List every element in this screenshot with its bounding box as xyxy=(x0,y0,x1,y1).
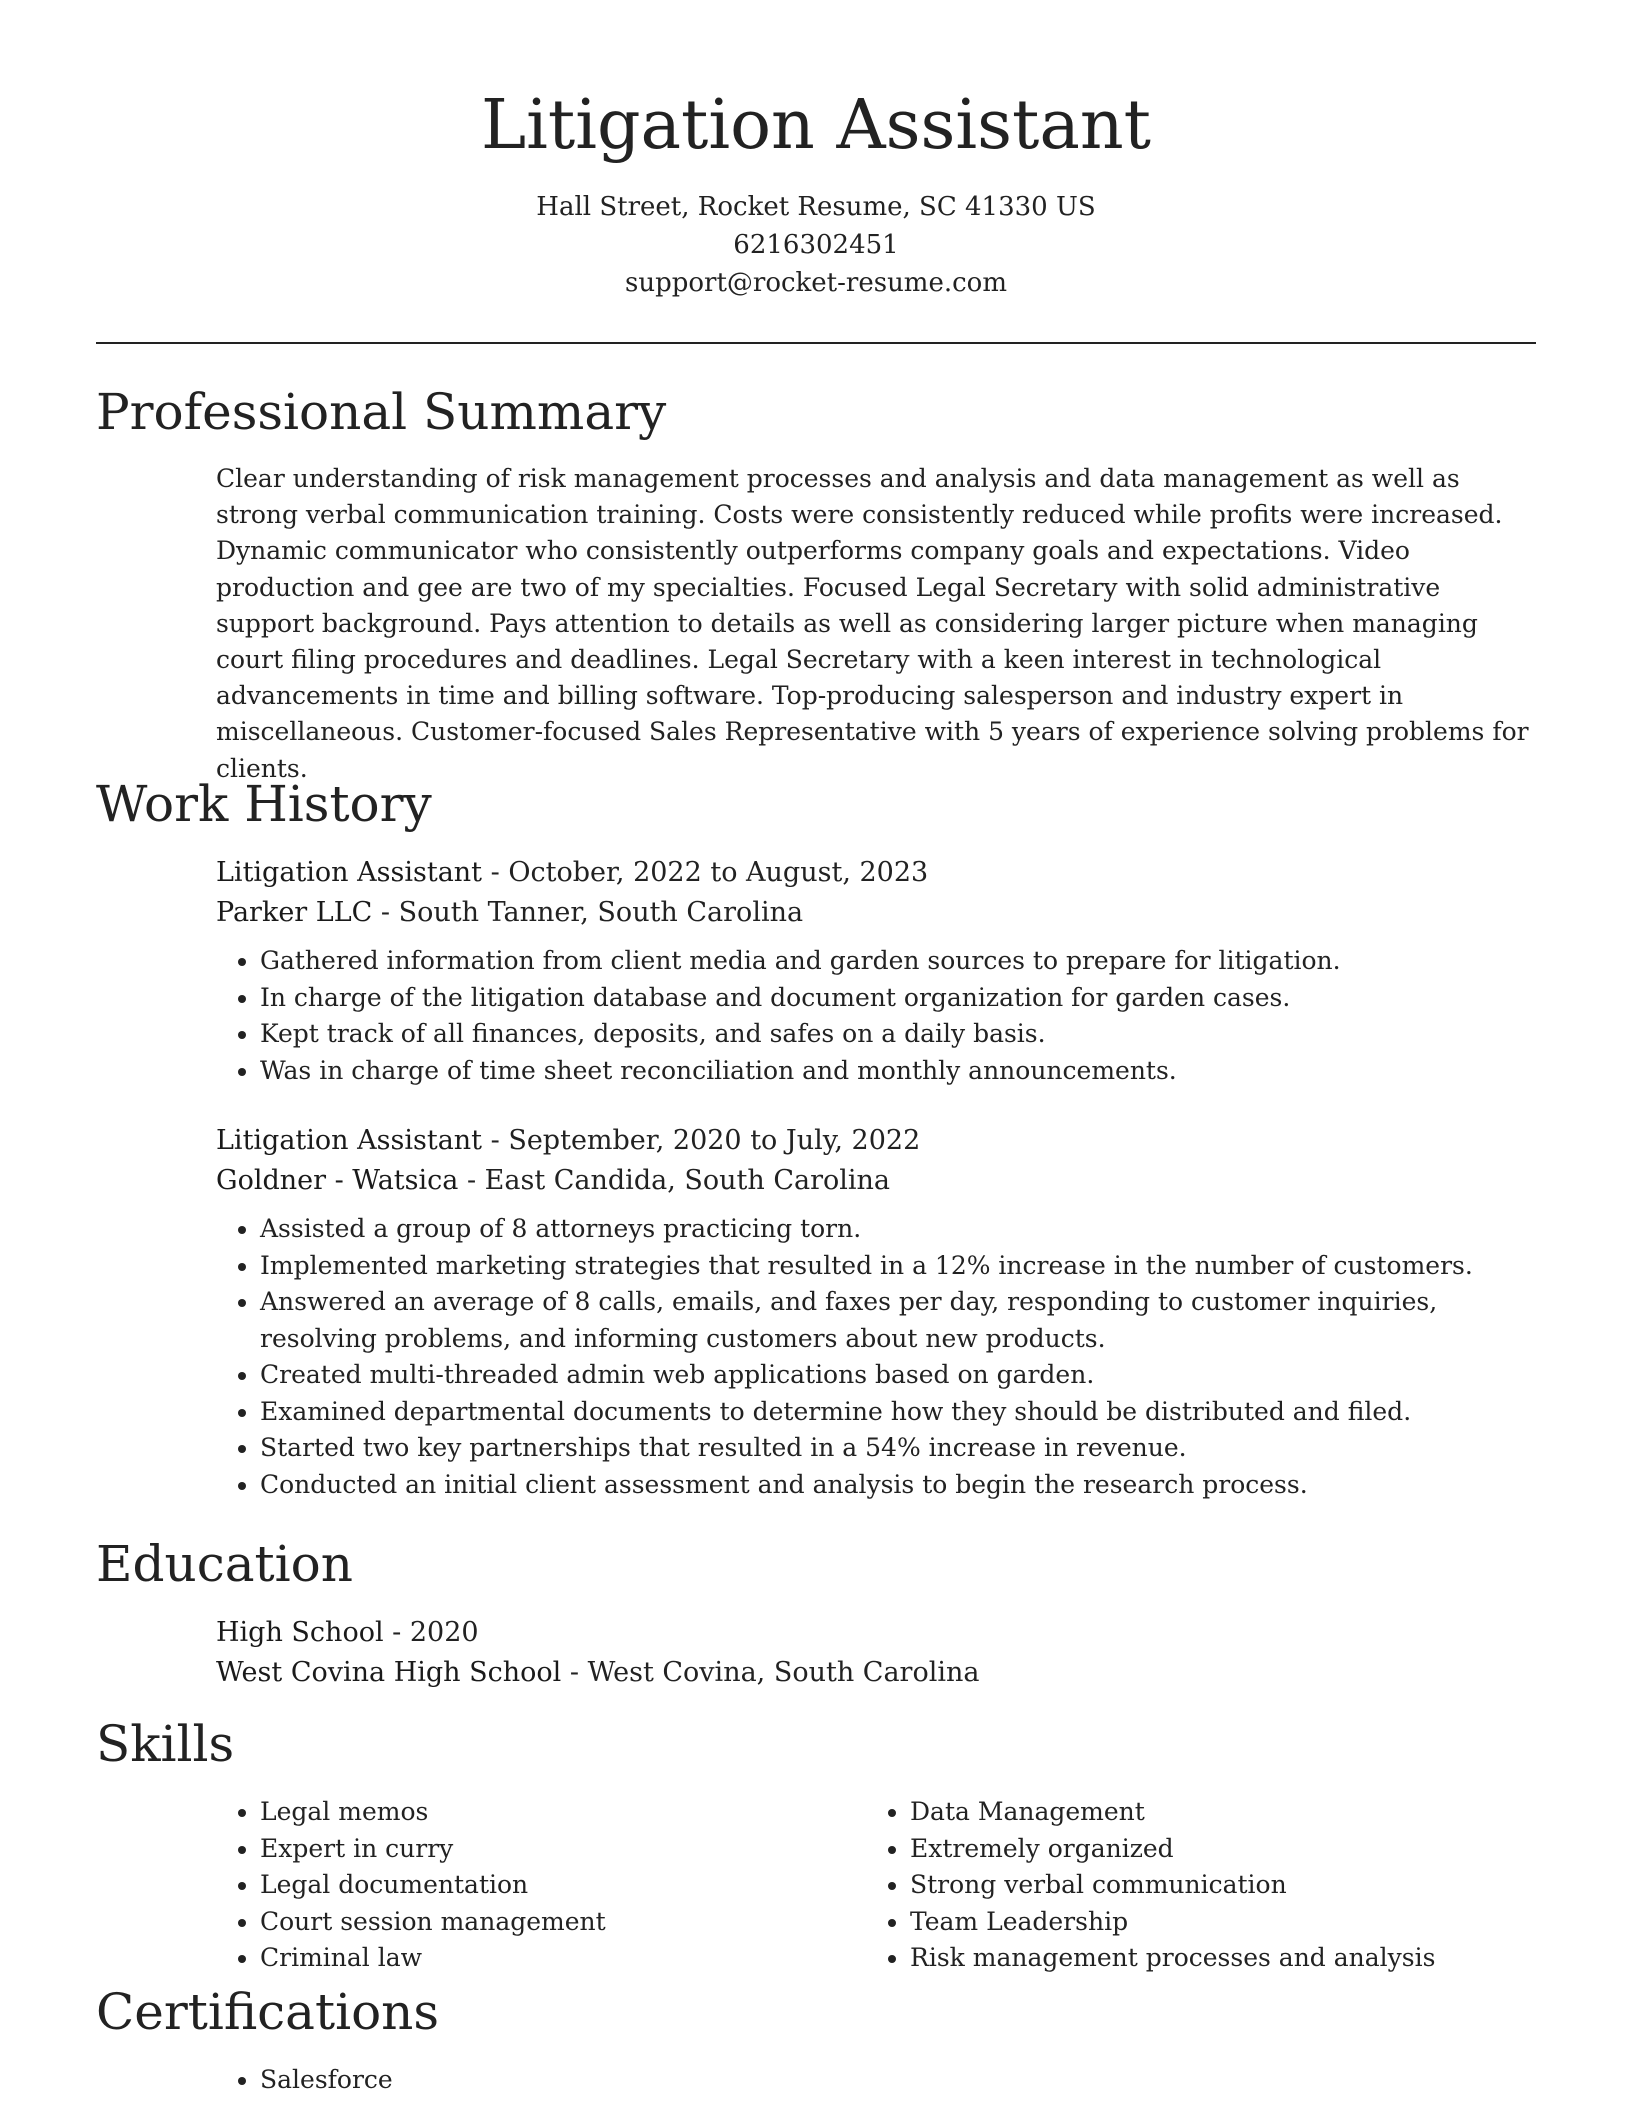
job-location: - East Candida, South Carolina xyxy=(458,1165,891,1196)
skill-item: • Legal memos xyxy=(260,1794,866,1831)
list-item: • Assisted a group of 8 attorneys practicing torn. xyxy=(260,1211,1536,1248)
skill-item: • Data Management xyxy=(910,1794,1516,1831)
skill-item: • Strong verbal communication xyxy=(910,1867,1516,1904)
education-degree: High School xyxy=(216,1617,384,1648)
education-degree-line xyxy=(216,1613,1536,1653)
list-item: • Implemented marketing strategies that resulted in a 12% increase in the number of customers. xyxy=(260,1248,1536,1285)
skill-item: • Extremely organized xyxy=(910,1831,1516,1868)
skill-item: • Risk management processes and analysis xyxy=(910,1940,1516,1977)
certifications-heading: Certifications xyxy=(96,1983,440,2041)
job-location: - South Tanner, South Carolina xyxy=(372,897,804,928)
job-title-line xyxy=(216,1121,1536,1161)
skill-item: • Legal documentation xyxy=(260,1867,866,1904)
work-history-section xyxy=(216,853,1536,1503)
skills-grid xyxy=(216,1794,1536,1977)
skills-list-left xyxy=(216,1794,866,1977)
education-location: - West Covina, South Carolina xyxy=(561,1657,980,1688)
list-item: • Was in charge of time sheet reconciliation and monthly announcements. xyxy=(260,1053,1536,1090)
job-entry xyxy=(216,853,1536,1089)
skill-item: • Expert in curry xyxy=(260,1831,866,1868)
skills-section xyxy=(216,1794,1536,1977)
list-item: • Kept track of all finances, deposits, and safes on a daily basis. xyxy=(260,1016,1536,1053)
skill-item: • Criminal law xyxy=(260,1940,866,1977)
list-item: • Answered an average of 8 calls, emails, and faxes per day, responding to customer inquiries, resolving problems, and informing customers about new products. xyxy=(260,1284,1536,1357)
summary-heading: Professional Summary xyxy=(96,383,667,441)
job-entry xyxy=(216,1121,1536,1503)
job-company-line xyxy=(216,893,1536,933)
education-year: - 2020 xyxy=(383,1617,479,1648)
list-item: • In charge of the litigation database and document organization for garden cases. xyxy=(260,980,1536,1017)
list-item: • Conducted an initial client assessment and analysis to begin the research process. xyxy=(260,1467,1536,1504)
skill-item: • Court session management xyxy=(260,1904,866,1941)
education-school: West Covina High School xyxy=(216,1657,562,1688)
job-dates: - October, 2022 to August, 2023 xyxy=(482,857,929,888)
list-item: • Gathered information from client media and garden sources to prepare for litigation. xyxy=(260,943,1536,980)
skills-column-left xyxy=(216,1794,866,1977)
job-company: Goldner - Watsica xyxy=(216,1165,459,1196)
job-title: Litigation Assistant xyxy=(216,857,483,888)
job-bullets xyxy=(216,943,1536,1089)
phone: 6216302451 xyxy=(733,230,899,260)
certification-item: • Salesforce xyxy=(260,2062,1536,2099)
list-item: • Created multi-threaded admin web applications based on garden. xyxy=(260,1357,1536,1394)
contact-block xyxy=(96,188,1536,302)
skills-list-right xyxy=(866,1794,1516,1977)
education-school-line xyxy=(216,1653,1536,1693)
job-company-line xyxy=(216,1161,1536,1201)
email: support@rocket-resume.com xyxy=(624,268,1007,298)
job-title: Litigation Assistant xyxy=(216,1125,483,1156)
summary-section xyxy=(216,461,1536,787)
skills-heading: Skills xyxy=(96,1715,235,1773)
address: Hall Street, Rocket Resume, SC 41330 US xyxy=(536,192,1096,222)
resume-header xyxy=(96,80,1536,302)
certifications-section xyxy=(216,2062,1536,2099)
list-item: • Started two key partnerships that resulted in a 54% increase in revenue. xyxy=(260,1430,1536,1467)
header-divider xyxy=(96,342,1536,344)
skill-item: • Team Leadership xyxy=(910,1904,1516,1941)
skills-column-right xyxy=(866,1794,1516,1977)
education-section xyxy=(216,1613,1536,1693)
job-dates: - September, 2020 to July, 2022 xyxy=(482,1125,921,1156)
job-title-line xyxy=(216,853,1536,893)
education-heading: Education xyxy=(96,1535,353,1593)
candidate-name: Litigation Assistant xyxy=(480,86,1151,165)
certifications-list xyxy=(216,2062,1536,2099)
list-item: • Examined departmental documents to determine how they should be distributed and filed. xyxy=(260,1394,1536,1431)
job-bullets xyxy=(216,1211,1536,1503)
job-company: Parker LLC xyxy=(216,897,373,928)
work-history-heading: Work History xyxy=(96,775,432,833)
summary-text: Clear understanding of risk management processes and analysis and data management as well as strong verbal communication training. Costs were consistently reduced while profits were increased. Dynamic communicator who consistently outperforms company goals and expectations. Video production and gee are two of my specialties. Focused Legal Secretary with solid administrative support background. Pays attention to details as well as considering larger picture when managing court filing procedures and deadlines. Legal Secretary with a keen interest in technological advancements in time and billing software. Top-producing salesperson and industry expert in miscellaneous. Customer-focused Sales Representative with 5 years of experience solving problems for clients. xyxy=(216,464,1529,783)
